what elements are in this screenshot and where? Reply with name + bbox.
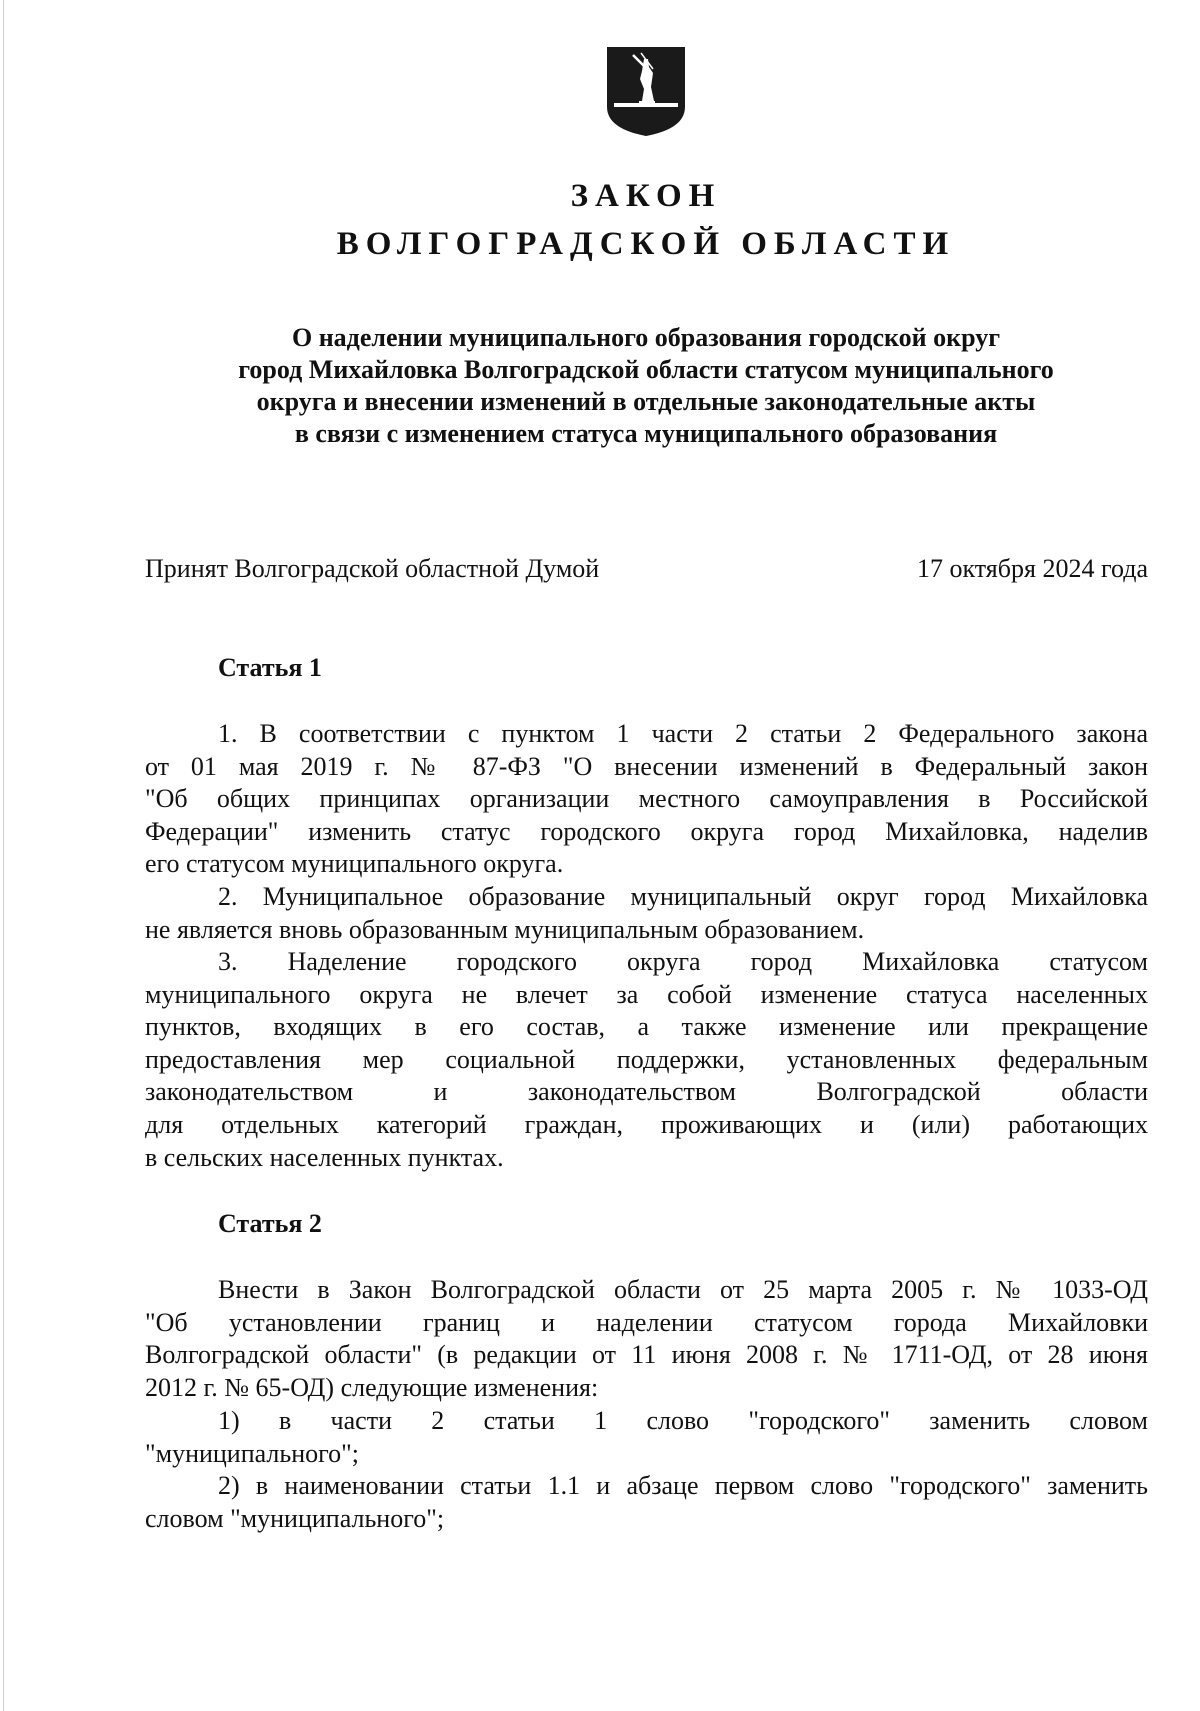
law-subject	[142, 322, 1150, 450]
text-line: 1) в части 2 статьи 1 слово "городского" заменить словом	[218, 1406, 1148, 1435]
adoption-date: 17 октября 2024 года	[917, 554, 1148, 583]
region-title: ВОЛГОГРАДСКОЙ ОБЛАСТИ	[336, 226, 956, 262]
subject-line: О наделении муниципального образования городской округ	[291, 323, 1001, 352]
text-line: не является вновь образованным муниципальным образованием.	[145, 914, 865, 944]
adopting-body: Принят Волгоградской областной Думой	[145, 554, 600, 583]
text-line: 2. Муниципальное образование муниципальный округ город Михайловка	[218, 882, 1148, 911]
text-line: 3. Наделение городского округа город Михайловка статусом	[218, 947, 1148, 976]
text-line: пунктов, входящих в его состав, а также изменение или прекращение	[145, 1012, 1148, 1042]
text-line: Федерации" изменить статус городского округа город Михайловка, наделив	[145, 816, 1148, 846]
text-line: 2012 г. № 65-ОД) следующие изменения:	[145, 1372, 599, 1402]
text-line: от 01 мая 2019 г. № 87-ФЗ "О внесении изменений в Федеральный закон	[145, 751, 1148, 781]
article-2-item-2	[145, 1470, 1148, 1535]
text-line: Внести в Закон Волгоградской области от 25 марта 2005 г. № 1033-ОД	[218, 1275, 1148, 1304]
article-1-paragraph-1	[145, 718, 1148, 881]
text-line: его статусом муниципального округа.	[145, 849, 564, 879]
article-1-paragraph-2	[145, 881, 1148, 946]
text-line: словом "муниципального";	[145, 1503, 445, 1533]
text-line: предоставления мер социальной поддержки, установленных федеральным	[145, 1044, 1148, 1074]
subject-line: город Михайловка Волгоградской области статусом муниципального	[238, 355, 1054, 384]
text-line: 2) в наименовании статьи 1.1 и абзаце первом слово "городского" заменить	[218, 1471, 1148, 1500]
law-title: ЗАКОН	[570, 178, 722, 214]
text-line: 1. В соответствии с пунктом 1 части 2 статьи 2 Федерального закона	[218, 719, 1148, 748]
article-1-paragraph-3	[145, 946, 1148, 1174]
text-line: законодательством и законодательством Волгоградской области	[145, 1077, 1148, 1107]
text-line: "Об общих принципах организации местного самоуправления в Российской	[145, 784, 1148, 814]
text-line: в сельских населенных пунктах.	[145, 1142, 504, 1172]
article-2-heading: Статья 2	[218, 1209, 322, 1238]
text-line: "муниципального";	[145, 1438, 360, 1468]
subject-line: округа и внесении изменений в отдельные законодательные акты	[256, 387, 1036, 416]
adoption-line	[145, 553, 1148, 585]
article-1-heading: Статья 1	[218, 653, 322, 682]
text-line: муниципального округа не влечет за собой изменение статуса населенных	[145, 979, 1148, 1009]
volgograd-coat-of-arms-icon	[605, 45, 687, 137]
text-line: "Об установлении границ и наделении статусом города Михайловки	[145, 1307, 1148, 1337]
text-line: для отдельных категорий граждан, проживающих и (или) работающих	[145, 1109, 1148, 1139]
article-2-item-1	[145, 1405, 1148, 1470]
article-2-paragraph-1	[145, 1274, 1148, 1404]
subject-line: в связи с изменением статуса муниципального образования	[294, 419, 998, 448]
text-line: Волгоградской области" (в редакции от 11 июня 2008 г. № 1711-ОД, от 28 июня	[145, 1340, 1148, 1370]
